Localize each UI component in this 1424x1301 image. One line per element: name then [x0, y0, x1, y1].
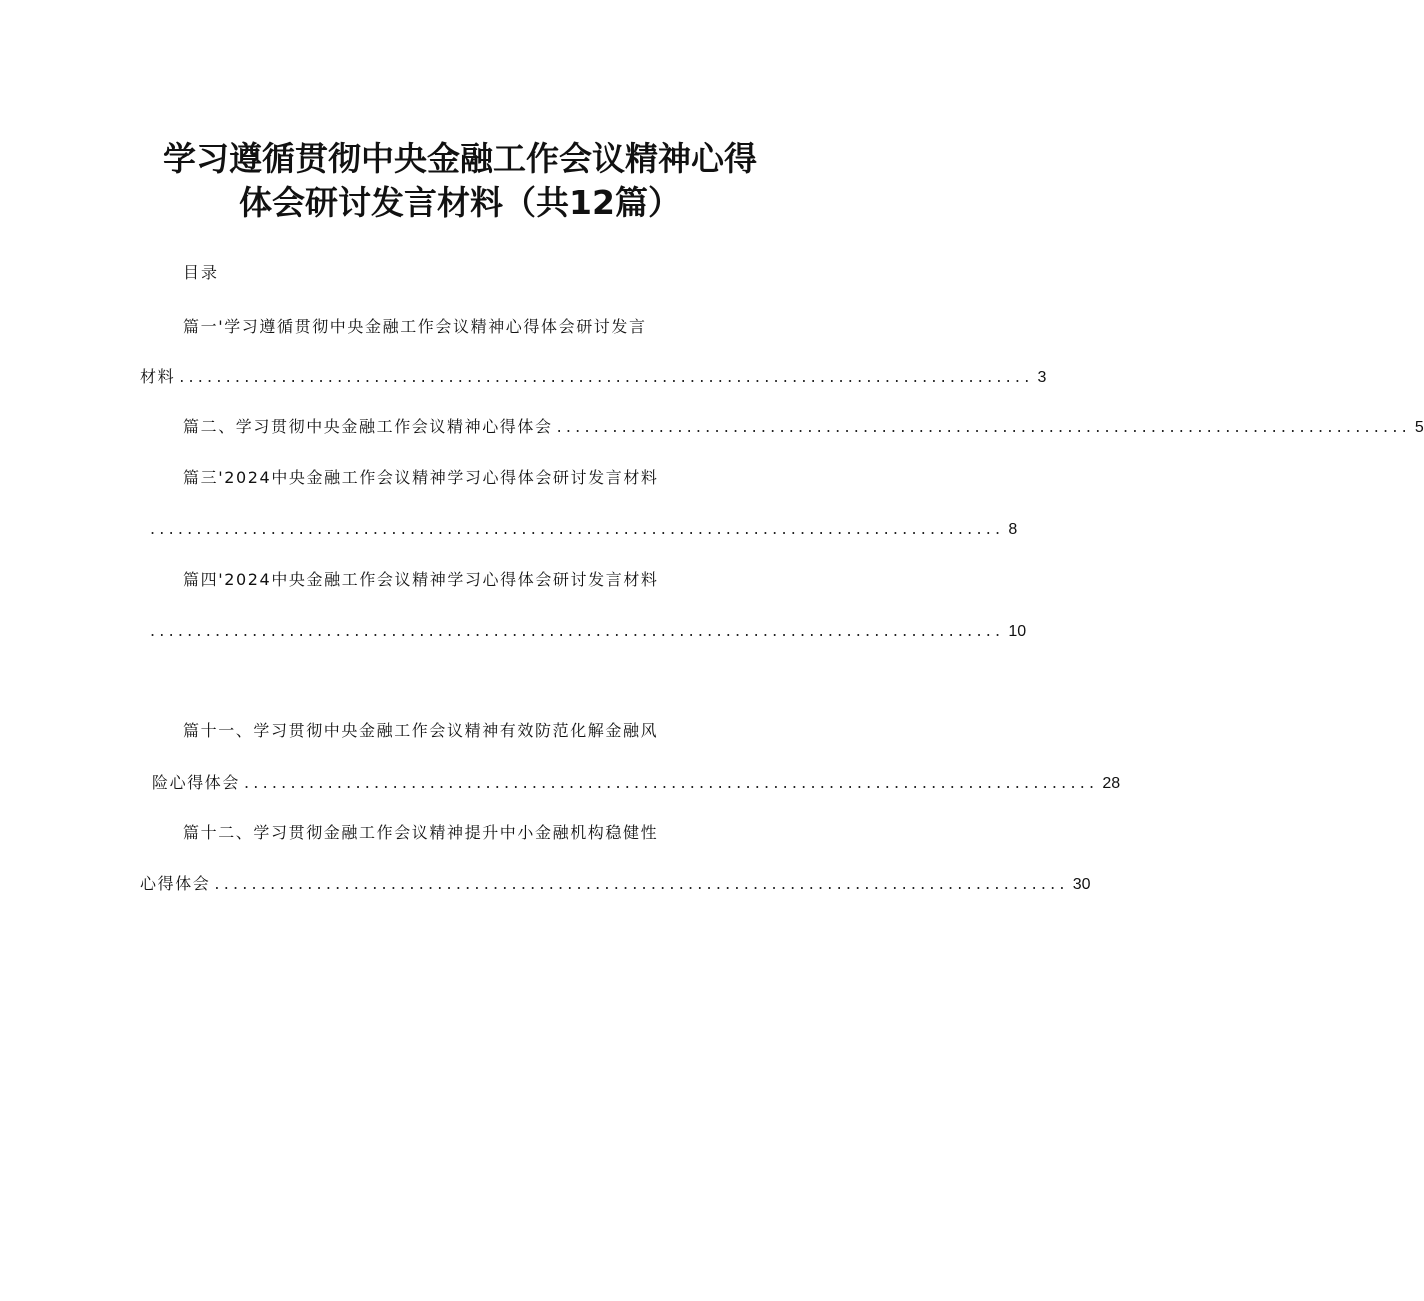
- toc-entry-5-text-cont: 险心得体会: [152, 773, 241, 792]
- document-title-line-2: 体会研讨发言材料（共12篇）: [239, 183, 681, 222]
- toc-entry-3-page: 8: [1008, 521, 1018, 538]
- toc-entry-6-leader-row[interactable]: [140, 873, 1091, 896]
- toc-entry-3-leader-row[interactable]: [146, 518, 1018, 541]
- toc-entry-1-text[interactable]: 篇一'学习遵循贯彻中央金融工作会议精神心得体会研讨发言: [183, 317, 647, 336]
- toc-entry-6-page: 30: [1072, 876, 1091, 893]
- toc-entry-4-leader-row[interactable]: [146, 620, 1027, 643]
- toc-entry-2-dot-leader: ............................................................................................: [556, 417, 1411, 436]
- toc-entry-4-page: 10: [1008, 623, 1027, 640]
- toc-entry-3-dot-leader: ............................................................................................: [150, 519, 1005, 538]
- toc-entry-4-text[interactable]: 篇四'2024中央金融工作会议精神学习心得体会研讨发言材料: [183, 570, 659, 589]
- toc-entry-5-dot-leader: ............................................................................................: [244, 773, 1099, 792]
- toc-entry-2-text: 篇二、学习贯彻中央金融工作会议精神心得体会: [183, 417, 553, 436]
- toc-entry-6-text-cont: 心得体会: [140, 874, 211, 893]
- toc-entry-2-page: 5: [1414, 419, 1424, 436]
- toc-entry-5-leader-row[interactable]: [152, 772, 1121, 795]
- toc-entry-3-text[interactable]: 篇三'2024中央金融工作会议精神学习心得体会研讨发言材料: [183, 468, 659, 487]
- toc-entry-2-row[interactable]: [183, 416, 1424, 439]
- toc-entry-6-dot-leader: ............................................................................................: [214, 874, 1069, 893]
- toc-entry-1-leader-row[interactable]: [140, 366, 1047, 389]
- toc-entry-1-page: 3: [1037, 369, 1047, 386]
- toc-entry-5-page: 28: [1102, 775, 1121, 792]
- toc-entry-1-dot-leader: ............................................................................................: [179, 367, 1034, 386]
- toc-heading: 目录: [183, 263, 220, 282]
- toc-entry-6-text[interactable]: 篇十二、学习贯彻金融工作会议精神提升中小金融机构稳健性: [183, 823, 659, 842]
- toc-entry-1-text-cont: 材料: [140, 367, 176, 386]
- toc-entry-5-text[interactable]: 篇十一、学习贯彻中央金融工作会议精神有效防范化解金融风: [183, 721, 659, 740]
- toc-entry-4-dot-leader: ............................................................................................: [150, 621, 1005, 640]
- document-title-line-1: 学习遵循贯彻中央金融工作会议精神心得: [163, 139, 757, 178]
